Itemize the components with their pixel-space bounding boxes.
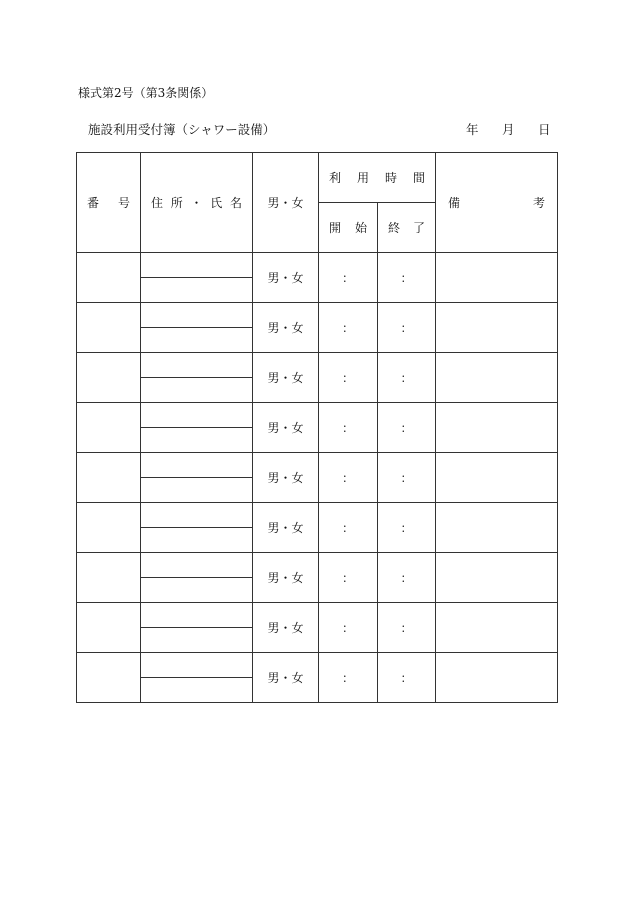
entry-number-cell[interactable]: [77, 553, 141, 603]
entry-name-cell[interactable]: [141, 628, 253, 653]
entry-end-cell[interactable]: ：: [378, 403, 436, 453]
entry-row: [77, 653, 558, 678]
entry-end-cell[interactable]: ：: [378, 603, 436, 653]
entry-start-cell[interactable]: ：: [319, 503, 378, 553]
entry-number-cell[interactable]: [77, 353, 141, 403]
entry-gender-cell[interactable]: 男・女: [253, 403, 319, 453]
header-number: 番 号: [77, 153, 141, 253]
entry-end-cell[interactable]: ：: [378, 253, 436, 303]
entry-row: [77, 353, 558, 378]
entry-number-cell[interactable]: [77, 403, 141, 453]
entry-name-cell[interactable]: [141, 428, 253, 453]
entry-name-cell[interactable]: [141, 478, 253, 503]
entry-address-cell[interactable]: [141, 303, 253, 328]
entry-address-cell[interactable]: [141, 353, 253, 378]
header-remarks: 備 考: [436, 153, 558, 253]
entry-end-cell[interactable]: ：: [378, 303, 436, 353]
entry-address-cell[interactable]: [141, 603, 253, 628]
entry-row: [77, 603, 558, 628]
entry-end-cell[interactable]: ：: [378, 653, 436, 703]
entry-gender-cell[interactable]: 男・女: [253, 503, 319, 553]
entry-remarks-cell[interactable]: [436, 453, 558, 503]
header-start: 開 始: [319, 203, 378, 253]
entry-start-cell[interactable]: ：: [319, 303, 378, 353]
form-title: 施設利用受付簿（シャワー設備）: [88, 122, 276, 137]
entry-name-cell[interactable]: [141, 328, 253, 353]
entry-row: [77, 253, 558, 278]
entry-remarks-cell[interactable]: [436, 403, 558, 453]
entry-name-cell[interactable]: [141, 528, 253, 553]
entry-number-cell[interactable]: [77, 253, 141, 303]
entry-row: [77, 503, 558, 528]
entry-name-cell[interactable]: [141, 578, 253, 603]
entry-start-cell[interactable]: ：: [319, 353, 378, 403]
entry-row: [77, 453, 558, 478]
entry-remarks-cell[interactable]: [436, 253, 558, 303]
entry-number-cell[interactable]: [77, 303, 141, 353]
header-end: 終 了: [378, 203, 436, 253]
entry-start-cell[interactable]: ：: [319, 653, 378, 703]
header-row: [77, 153, 558, 203]
entry-gender-cell[interactable]: 男・女: [253, 253, 319, 303]
entry-gender-cell[interactable]: 男・女: [253, 353, 319, 403]
entry-address-cell[interactable]: [141, 653, 253, 678]
month-label: 月: [502, 122, 515, 137]
header-gender: 男・女: [253, 153, 319, 253]
entry-gender-cell[interactable]: 男・女: [253, 303, 319, 353]
entry-number-cell[interactable]: [77, 603, 141, 653]
form-number: 様式第2号（第3条関係）: [78, 86, 214, 100]
entry-remarks-cell[interactable]: [436, 503, 558, 553]
day-label: 日: [538, 122, 551, 137]
entry-remarks-cell[interactable]: [436, 603, 558, 653]
entry-address-cell[interactable]: [141, 253, 253, 278]
entry-start-cell[interactable]: ：: [319, 553, 378, 603]
entry-name-cell[interactable]: [141, 278, 253, 303]
entry-address-cell[interactable]: [141, 503, 253, 528]
entry-address-cell[interactable]: [141, 453, 253, 478]
entry-remarks-cell[interactable]: [436, 303, 558, 353]
entry-remarks-cell[interactable]: [436, 353, 558, 403]
entry-name-cell[interactable]: [141, 378, 253, 403]
entry-name-cell[interactable]: [141, 678, 253, 703]
entry-start-cell[interactable]: ：: [319, 403, 378, 453]
entry-address-cell[interactable]: [141, 553, 253, 578]
entry-row: [77, 303, 558, 328]
entry-gender-cell[interactable]: 男・女: [253, 553, 319, 603]
entry-start-cell[interactable]: ：: [319, 603, 378, 653]
entry-end-cell[interactable]: ：: [378, 453, 436, 503]
entry-number-cell[interactable]: [77, 453, 141, 503]
entry-row: [77, 403, 558, 428]
entry-gender-cell[interactable]: 男・女: [253, 603, 319, 653]
entry-remarks-cell[interactable]: [436, 553, 558, 603]
entry-start-cell[interactable]: ：: [319, 253, 378, 303]
entry-number-cell[interactable]: [77, 653, 141, 703]
entry-end-cell[interactable]: ：: [378, 553, 436, 603]
entry-number-cell[interactable]: [77, 503, 141, 553]
entry-end-cell[interactable]: ：: [378, 353, 436, 403]
header-usage-time: 利 用 時 間: [319, 153, 436, 203]
entry-remarks-cell[interactable]: [436, 653, 558, 703]
entry-gender-cell[interactable]: 男・女: [253, 453, 319, 503]
entry-address-cell[interactable]: [141, 403, 253, 428]
entry-gender-cell[interactable]: 男・女: [253, 653, 319, 703]
entry-end-cell[interactable]: ：: [378, 503, 436, 553]
reception-ledger-table: [76, 152, 558, 703]
header-address-name: 住 所 ・ 氏 名: [141, 153, 253, 253]
entry-start-cell[interactable]: ：: [319, 453, 378, 503]
year-label: 年: [466, 122, 479, 137]
entry-row: [77, 553, 558, 578]
